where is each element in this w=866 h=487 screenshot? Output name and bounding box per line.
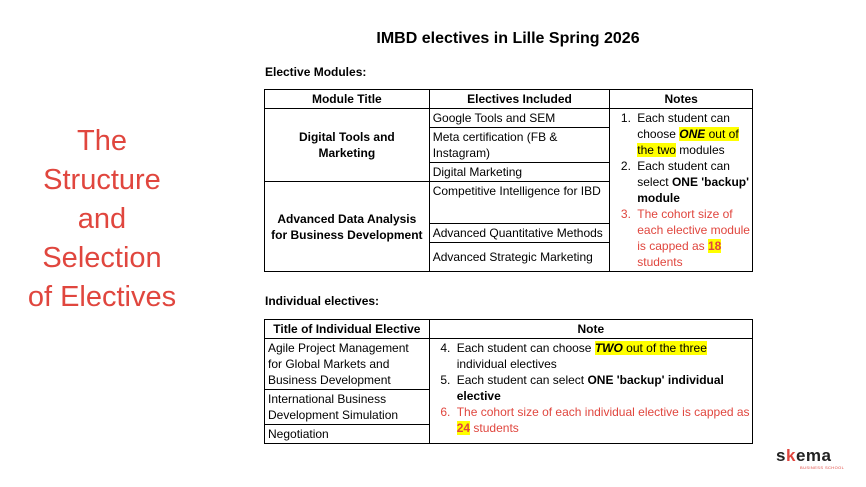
column-header: Module Title: [265, 90, 430, 109]
page-title: IMBD electives in Lille Spring 2026: [376, 30, 640, 47]
table-row: [265, 109, 753, 128]
module-title: Advanced Data Analysis for Business Development: [265, 182, 430, 272]
side-title-line: Selection: [42, 242, 162, 274]
note-item: 5. Each student can select ONE 'backup' individual elective: [454, 372, 750, 404]
side-title-line: and: [77, 203, 127, 235]
note-item: 2. Each student can select ONE 'backup' module: [634, 158, 750, 206]
side-title-line: The: [77, 125, 127, 157]
table-header-row: [265, 90, 753, 109]
individual-electives-table: [264, 319, 753, 444]
elective-cell: Meta certification (FB & Instagram): [429, 128, 610, 163]
note-item: 1. Each student can choose ONE out of the two modules: [634, 110, 750, 158]
elective-cell: International Business Development Simulation: [265, 390, 430, 425]
elective-cell: Competitive Intelligence for IBD: [429, 182, 610, 224]
logo-subtitle: BUSINESS SCHOOL: [800, 465, 845, 470]
elective-modules-table: [264, 89, 753, 272]
table-header-row: [265, 320, 753, 339]
elective-cell: Advanced Quantitative Methods: [429, 224, 610, 243]
module-title: Digital Tools and Marketing: [265, 109, 430, 182]
note-item: 3. The cohort size of each elective module is capped as 18 students: [634, 206, 750, 270]
column-header: Title of Individual Elective: [265, 320, 430, 339]
side-title-line: Structure: [43, 164, 161, 196]
table-row: [265, 339, 753, 390]
side-title: [12, 122, 192, 317]
individual-section-label: Individual electives:: [265, 294, 380, 308]
modules-section-label: Elective Modules:: [265, 65, 367, 79]
notes-cell: [429, 339, 752, 444]
note-item: 4. Each student can choose TWO out of the three individual electives: [454, 340, 750, 372]
side-title-line: of Electives: [27, 281, 177, 313]
column-header: Electives Included: [429, 90, 610, 109]
note-item: 6. The cohort size of each individual elective is capped as 24 students: [454, 404, 750, 436]
elective-cell: Advanced Strategic Marketing: [429, 243, 610, 272]
elective-cell: Negotiation: [265, 425, 430, 444]
notes-cell: [610, 109, 753, 272]
column-header: Notes: [610, 90, 753, 109]
column-header: Note: [429, 320, 752, 339]
elective-cell: Google Tools and SEM: [429, 109, 610, 128]
skema-logo: skema: [776, 446, 832, 465]
elective-cell: Digital Marketing: [429, 163, 610, 182]
elective-cell: Agile Project Management for Global Markets and Business Development: [265, 339, 430, 390]
